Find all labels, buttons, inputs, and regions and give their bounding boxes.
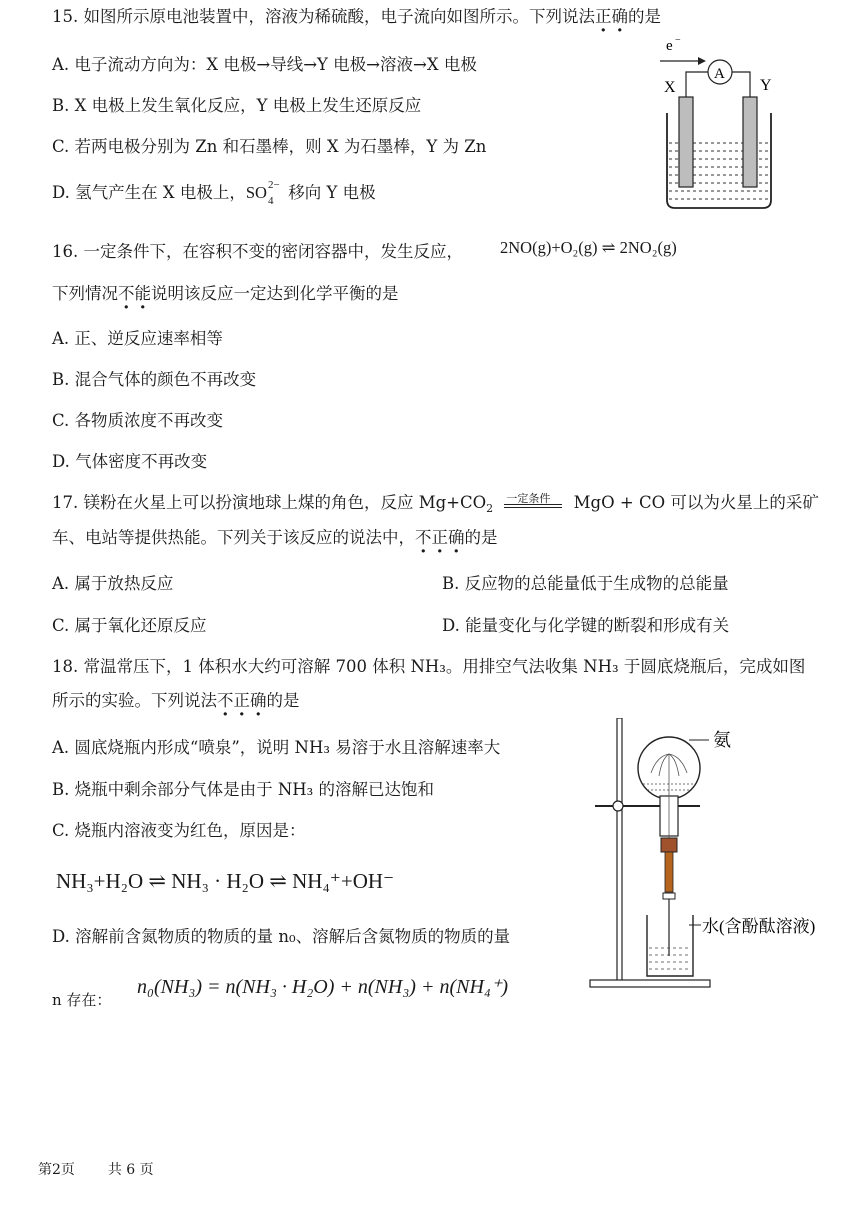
q15-stem: 15. 如图所示原电池装置中，溶液为稀硫酸，电子流向如图所示。下列说法正确的是 xyxy=(52,7,661,26)
q17-stem: 17. 镁粉在火星上可以扮演地球上煤的角色，反应 $Mg+CO_2$ 一定条件 MgO + CO 可以为火星上的采矿 xyxy=(52,492,819,515)
tube-clamp xyxy=(663,893,675,899)
q16-option-b: B. 混合气体的颜色不再改变 xyxy=(52,370,257,389)
arrow-head xyxy=(698,57,706,65)
q17-option-b: B. 反应物的总能量低于生成物的总能量 xyxy=(442,574,729,593)
q17-option-a: A. 属于放热反应 xyxy=(52,574,174,593)
clamp-screw xyxy=(613,801,623,811)
wire-left xyxy=(686,72,708,97)
q18-stem: 18. 常温常压下，1 体积水大约可溶解 700 体积 NH₃。用排空气法收集 NH₃ 于圆底烧瓶后，完成如图 xyxy=(52,657,806,676)
q15-option-a: A. 电子流动方向为：X 电极→导线→Y 电极→溶液→X 电极 xyxy=(52,55,477,74)
q17-option-d: D. 能量变化与化学键的断裂和形成有关 xyxy=(442,616,730,635)
galvanic-cell-figure xyxy=(650,15,790,215)
q16-stem-line2: 下列情况不能说明该反应一定达到化学平衡的是 xyxy=(52,284,399,303)
q16-option-a: A. 正、逆反应速率相等 xyxy=(52,329,223,348)
page-number: 第2页 xyxy=(38,1162,75,1178)
q18-equation-c: NH₃+H₂O ⇌ NH₃ · H₂O ⇌ NH₄⁺+OH⁻ xyxy=(56,869,395,893)
q18-option-a: A. 圆底烧瓶内形成“喷泉”，说明 NH₃ 易溶于水且溶解速率大 xyxy=(52,738,501,757)
q15-option-b: B. X 电极上发生氧化反应，Y 电极上发生还原反应 xyxy=(52,96,422,115)
q18-equation-d: n₀(NH₃) = n(NH₃ · H₂O) + n(NH₃) + n(NH₄⁺) xyxy=(137,976,509,998)
fountain-experiment-figure xyxy=(585,718,855,993)
q16-equation: 2NO(g)+O₂(g) ⇌ 2NO₂(g) xyxy=(500,238,677,257)
q17-stem-line2: 车、电站等提供热能。下列关于该反应的说法中，不正确的是 xyxy=(52,528,498,547)
page-footer xyxy=(38,1159,154,1179)
q18-option-c: C. 烧瓶内溶液变为红色，原因是： xyxy=(52,821,306,840)
ammeter-label: A xyxy=(714,66,725,82)
q18-option-d: D. 溶解前含氮物质的物质的量 n₀、溶解后含氮物质的物质的量 xyxy=(52,927,511,946)
wire-right xyxy=(732,72,750,97)
rubber-tube xyxy=(665,852,673,892)
q17-option-c: C. 属于氧化还原反应 xyxy=(52,616,207,635)
electrode-y-label: Y xyxy=(760,77,772,94)
q15-option-d: D. 氢气产生在 X 电极上，SO 4 2− 移向 Y 电极 xyxy=(52,179,376,207)
figure-electron-label: e xyxy=(666,38,673,54)
water-label: 水(含酚酞溶液) xyxy=(702,917,816,936)
q18-stem-line2: 所示的实验。下列说法不正确的是 xyxy=(52,691,300,710)
q15-option-c: C. 若两电极分别为 Zn 和石墨棒，则 X 为石墨棒，Y 为 Zn xyxy=(52,137,487,156)
electrode-x xyxy=(679,97,693,187)
stand-base xyxy=(590,980,710,987)
beaker xyxy=(647,915,693,976)
stand-rod xyxy=(617,718,622,986)
rubber-stopper xyxy=(661,838,677,852)
beaker-water xyxy=(649,948,691,969)
electrode-y xyxy=(743,97,757,187)
q18-n-prefix: n 存在： xyxy=(52,991,112,1009)
q16-option-c: C. 各物质浓度不再改变 xyxy=(52,411,224,430)
q18-option-b: B. 烧瓶中剩余部分气体是由于 NH₃ 的溶解已达饱和 xyxy=(52,780,435,799)
electrode-x-label: X xyxy=(664,79,676,96)
reaction-condition-arrow: 一定条件 xyxy=(504,492,562,514)
q16-option-d: D. 气体密度不再改变 xyxy=(52,452,208,471)
q16-stem: 16. 一定条件下，在容积不变的密闭容器中，发生反应， 2NO(g)+O₂(g) ⇌ 2NO₂(g) xyxy=(52,238,677,261)
page-total: 共 6 页 xyxy=(107,1162,154,1178)
figure-electron-charge: − xyxy=(675,35,681,46)
ammonia-label: 氨 xyxy=(713,730,731,750)
